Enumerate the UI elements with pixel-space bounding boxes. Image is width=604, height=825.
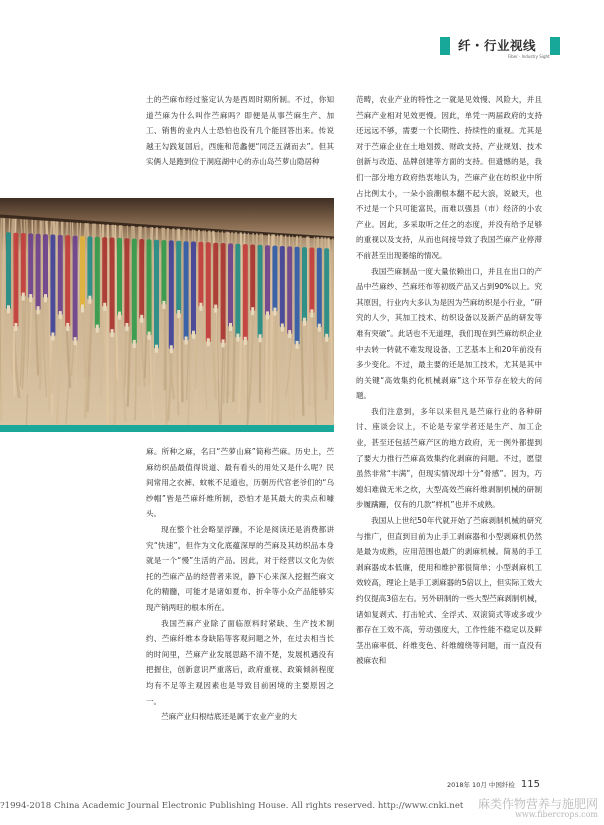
skein-tie bbox=[207, 338, 210, 346]
skein-tie bbox=[273, 308, 276, 316]
dyed-skein bbox=[147, 239, 152, 335]
skein-tie bbox=[236, 334, 239, 342]
skein-tie bbox=[303, 318, 306, 326]
dyed-skein bbox=[287, 246, 292, 334]
skein-tie bbox=[140, 315, 143, 323]
watermark-text: 麻类作物营养与施肥网 bbox=[477, 797, 598, 811]
issue-label: 2018年 10月 中国纤检 bbox=[446, 781, 515, 789]
dyed-skein bbox=[243, 244, 248, 341]
skein-tie bbox=[318, 324, 321, 332]
paragraph: 现在整个社会略显浮躁，不论是阅读还是消费都讲究“快速”，但作为文化底蕴深厚的苎麻及其纺织品本身就是一个“慢”生活的产品。因此，对于经营以文化为依托的苎麻产品的经营者来说，静下心来深入挖掘苎麻文化的精髓，可能才是诸如夏布、折伞等小众产品能够实现产销两旺的根本所在。 bbox=[146, 524, 334, 612]
skein-tie bbox=[111, 329, 114, 337]
dyed-skein bbox=[161, 240, 166, 305]
skein-tie bbox=[288, 330, 291, 338]
skein-tie bbox=[214, 305, 217, 313]
dyed-skein bbox=[110, 238, 115, 334]
dyed-skein bbox=[324, 248, 329, 338]
skein-tie bbox=[170, 345, 173, 353]
dyed-skein bbox=[191, 242, 196, 335]
skein-tie bbox=[325, 334, 328, 342]
dyed-skein bbox=[258, 245, 263, 339]
paragraph: 苎麻产业归根结底还是属于农业产业的大 bbox=[161, 712, 297, 722]
skein-tie bbox=[7, 305, 10, 313]
skein-tie bbox=[59, 311, 62, 319]
skein-tie bbox=[162, 301, 165, 309]
section-subtitle: Fiber · Industry Sight bbox=[508, 54, 550, 59]
dyed-skein bbox=[317, 248, 322, 328]
skein-tie bbox=[29, 294, 32, 302]
dyed-skein bbox=[184, 241, 189, 340]
skein-tie bbox=[148, 332, 151, 340]
paragraph: 我国苎麻制品一度大量依赖出口，并且在出口的产品中苎麻纱、苎麻坯布等初级产品又占到90%以上。究其原因，行业内大多认为是因为苎麻纺织是小行业，“研究的人少，其加工技术、纺织设备以及新产品的研发等难有突破”。此话也不无道理，我们现在到苎麻纺织企业中去转一转就不难发现设备、工艺基本上和20年前没有多少变化。不过，最主要的还是加工技术，尤其是其中的关键“高效集约化机械剥麻”这个环节存在较大的问题。 bbox=[356, 266, 542, 401]
dyed-skein bbox=[102, 237, 107, 307]
skein-tie bbox=[74, 337, 77, 345]
fiber-strand bbox=[100, 224, 102, 397]
dyed-skein bbox=[6, 232, 11, 309]
skein-tie bbox=[51, 333, 54, 341]
column-left-bottom bbox=[146, 444, 334, 725]
skein-tie bbox=[199, 303, 202, 311]
masthead-accent-bar-right bbox=[550, 37, 560, 55]
dyed-skein bbox=[28, 233, 33, 298]
dyed-skein bbox=[265, 245, 270, 315]
dyed-skein bbox=[58, 235, 63, 315]
ramie-photo bbox=[0, 198, 334, 426]
skein-tie bbox=[192, 331, 195, 339]
skein-tie bbox=[103, 303, 106, 311]
dyed-skein bbox=[235, 244, 240, 338]
skein-tie bbox=[185, 337, 188, 345]
dyed-skein bbox=[36, 234, 41, 310]
skein-tie bbox=[266, 311, 269, 319]
dyed-skein bbox=[124, 238, 129, 327]
dyed-skein bbox=[272, 246, 277, 312]
dyed-skein bbox=[95, 237, 100, 329]
dyed-skein bbox=[43, 234, 48, 298]
paragraph: 我国从上世纪50年代就开始了苎麻剥制机械的研究与推广，但直到目前为止手工剥麻器和小型剥麻机仍然是最为成熟，应用范围也最广的剥麻机械。简易的手工剥麻器成本低廉，使用和维护都很简单；小型剥麻机工效较高，理论上是手工剥麻器的5倍以上，但实际工效大约仅提高3倍左右。另外研制的一些大型苎麻剥制机械，诸如复剥式、打击轮式、全浮式、双滚筒式等或多或少都存在工效不高，劳动强度大，工作性能不稳定以及鲜茎出麻率低、纤维变色、纤维缠绕等问题，而一直没有被麻农和 bbox=[356, 516, 542, 666]
dyed-skein bbox=[280, 246, 285, 328]
skein-tie bbox=[37, 306, 40, 314]
skein-tie bbox=[244, 337, 247, 345]
column-left-top bbox=[146, 92, 334, 170]
skein-tie bbox=[44, 294, 47, 302]
ramie-skeins-illustration bbox=[0, 198, 334, 426]
skein-tie bbox=[259, 334, 262, 342]
dyed-skein bbox=[21, 233, 26, 297]
dyed-skein bbox=[198, 242, 203, 307]
dyed-skein bbox=[169, 240, 174, 349]
skein-tie bbox=[125, 323, 128, 331]
fiber-strand bbox=[145, 227, 147, 379]
dyed-skein bbox=[132, 239, 137, 344]
dyed-skein bbox=[154, 240, 159, 349]
dyed-skein bbox=[73, 236, 78, 342]
dyed-skein bbox=[50, 235, 55, 337]
skein-tie bbox=[310, 309, 313, 317]
dyed-skein bbox=[309, 248, 314, 314]
dyed-skein bbox=[221, 243, 226, 343]
paragraph: 麻。所种之麻，名曰“苎萝山麻”简称苎麻。历史上，苎麻纺织品最值得说道、最有看头的用处又是什么呢？民间常用之衣裤、蚊帐不足道也，历朝历代官老爷们的“乌纱帽”皆是苎麻纤维所制，恐怕才是其最大的卖点和噱头。 bbox=[146, 447, 334, 519]
column-right bbox=[356, 92, 542, 669]
dyed-skein bbox=[13, 233, 18, 327]
dyed-skein bbox=[87, 236, 92, 299]
skein-tie bbox=[118, 312, 121, 320]
paragraph: 我国苎麻产业除了面临原料时紧缺、生产技术制约、苎麻纤维本身缺陷等客观问题之外，在过去相当长的时间里，苎麻产业发展思路不清不楚，发展机遇没有把握住，创新意识严重落后，政府重视、政策倾斜程度均有不足等主观因素也是导致目前困境的主要原因之一。 bbox=[146, 618, 334, 706]
dyed-skein bbox=[206, 242, 211, 342]
watermark-url: www.fibercrops.com bbox=[515, 810, 598, 819]
skein-tie bbox=[251, 307, 254, 315]
skein-tie bbox=[281, 324, 284, 332]
dyed-skein bbox=[295, 247, 300, 345]
page-number: 115 bbox=[520, 779, 540, 790]
section-title: 纤・行业视线 bbox=[458, 38, 537, 53]
skein-tie bbox=[66, 323, 69, 331]
skein-tie bbox=[229, 323, 232, 331]
fiber-strand bbox=[329, 238, 334, 406]
skein-tie bbox=[222, 339, 225, 347]
section-masthead bbox=[440, 34, 560, 62]
skein-tie bbox=[296, 341, 299, 349]
copyright-line: ?1994-2018 China Academic Journal Electronic Publishing House. All rights reserved. http://www.cnki.net bbox=[0, 801, 464, 811]
skein-tie bbox=[155, 345, 158, 353]
dyed-skein bbox=[80, 236, 85, 308]
dyed-skein bbox=[302, 247, 307, 322]
page-footer bbox=[447, 779, 540, 790]
paragraph: 土的苎麻布经过鉴定认为是西周时期所制。不过，你知道苎麻为什么叫作苎麻吗？即便是从事苎麻生产、加工、销售的业内人士恐怕也没有几个能回答出来。传说越王勾践复国后，西施和范蠡便“同泛五湖而去”。但其实俩人是跑到位于洞庭湖中心的赤山岛苎萝山隐居种 bbox=[146, 95, 334, 167]
skein-tie bbox=[96, 325, 99, 333]
skein-tie bbox=[133, 340, 136, 348]
dyed-skein bbox=[213, 243, 218, 309]
skein-tie bbox=[177, 310, 180, 318]
paragraph: 范畴，农业产业的特性之一就是见效慢、风险大，并且苎麻产业相对见效更慢。因此，单凭一两届政府的支持还远远不够，需要一个长期性、持续性的重视。尤其是对于苎麻企业在土地划拨、财政支持、产业规划、技术创新与改造、品牌创建等方面的支持。但遗憾的是，我们一部分地方政府热衷地认为，苎麻产业在纺织业中所占比例太小，一朵小浪潮根本翻不起大浪，说破天，也不过是一个只可能富民，而难以强县（市）经济的小农产业。因此，多采取听之任之的态度，并没有给予足够的重视以及支持，从而也间接导致了我国苎麻产业停滞不前甚至出现萎缩的情况。 bbox=[356, 95, 542, 260]
skein-tie bbox=[88, 296, 91, 304]
dyed-skein bbox=[65, 235, 70, 327]
masthead-accent-bar-left bbox=[440, 37, 450, 55]
skein-tie bbox=[14, 323, 17, 331]
dyed-skein bbox=[117, 238, 122, 316]
skein-tie bbox=[22, 293, 25, 301]
dyed-skein bbox=[176, 241, 181, 314]
dyed-skein bbox=[228, 243, 233, 327]
dyed-skein bbox=[139, 239, 144, 319]
dyed-skein bbox=[250, 245, 255, 312]
paragraph: 我们注意到，多年以来但凡是苎麻行业的各种研讨、座谈会议上，不论是专家学者还是生产、加工企业，甚至还包括苎麻产区的地方政府，无一例外都提到了要大力推行苎麻高效集约化剥麻的问题。不过，愿望虽然非常“丰满”，但现实情况却十分“骨感”。因为，巧媳妇难做无米之炊，大型高效苎麻纤维剥制机械的研制步履蹒跚，仅有的几款“样机”也并不成熟。 bbox=[356, 406, 542, 510]
skein-tie bbox=[81, 304, 84, 312]
photo-accent-strip bbox=[0, 425, 334, 432]
